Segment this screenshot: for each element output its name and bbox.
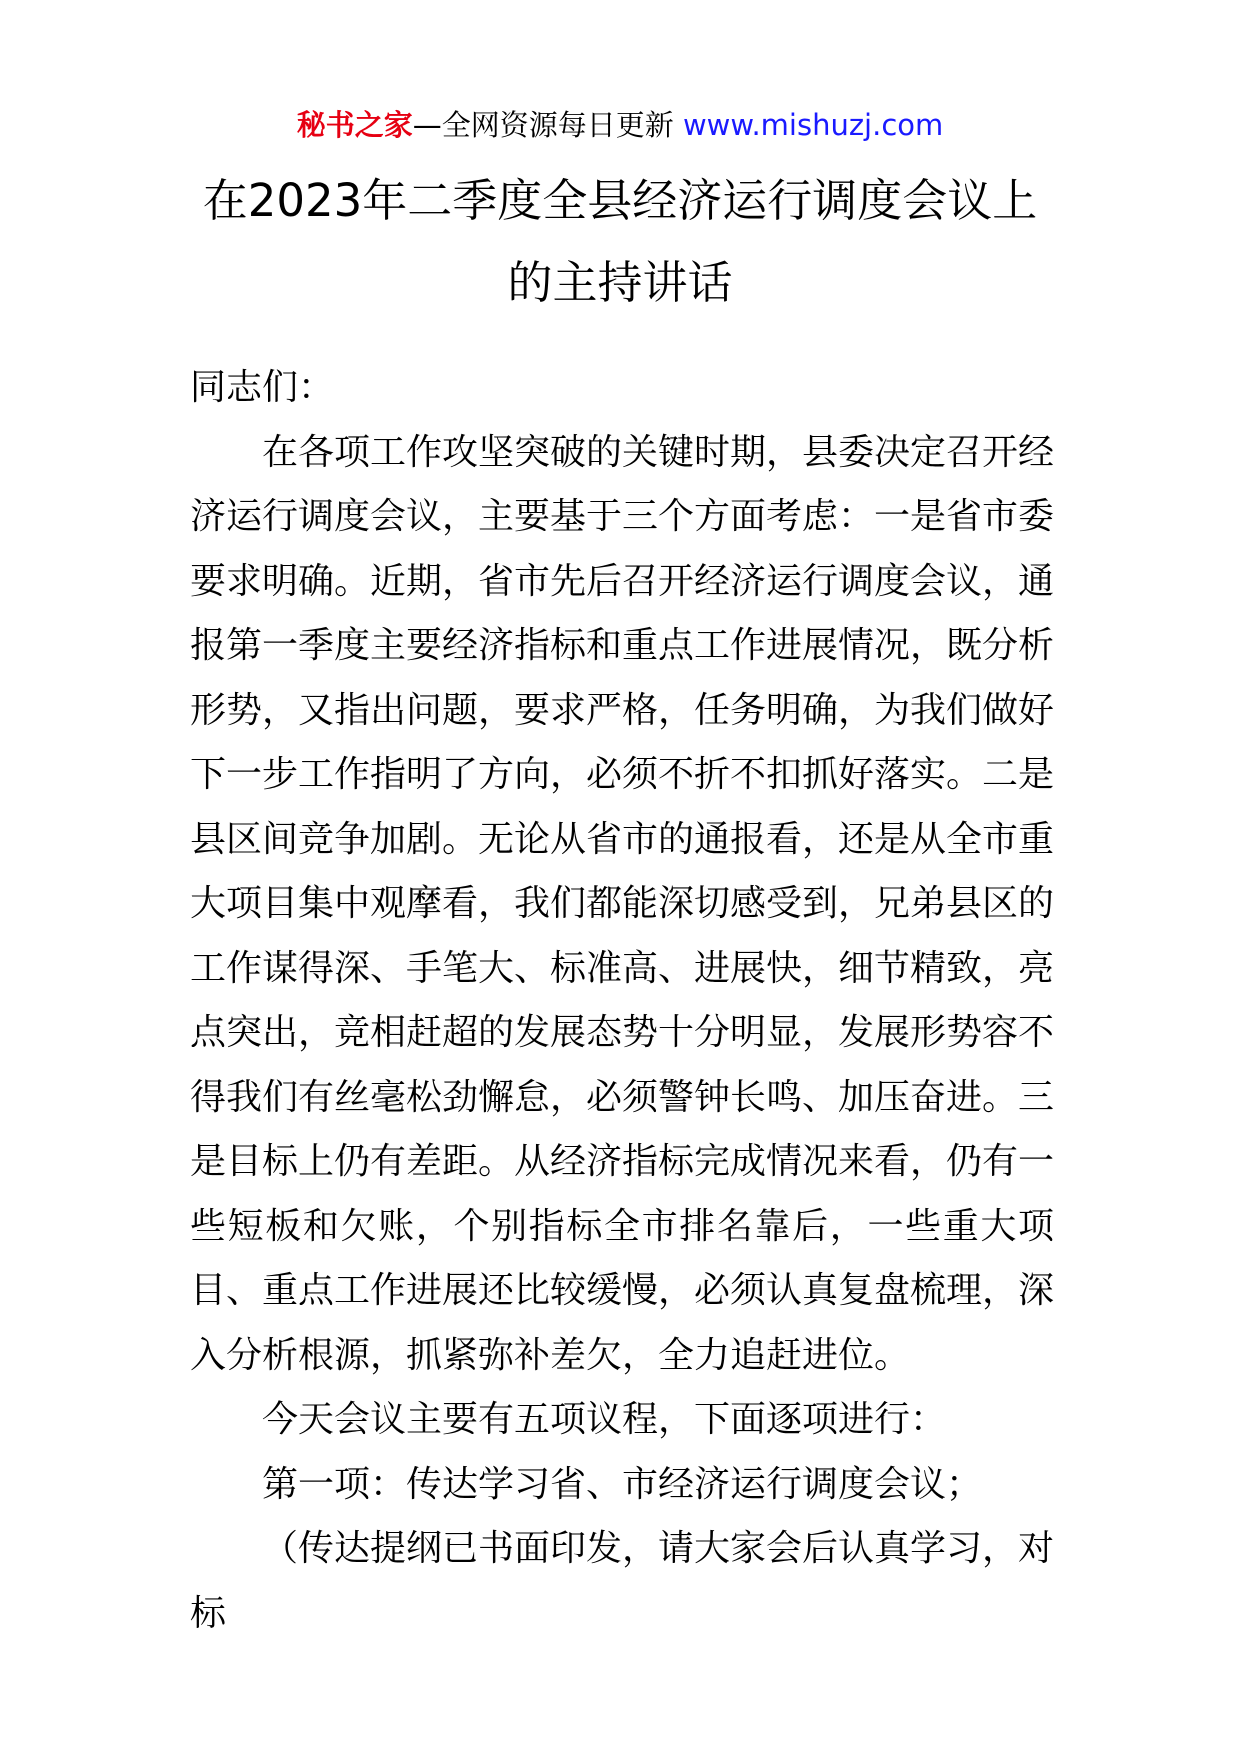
site-header [0,100,1240,150]
header-separator: — [412,108,442,142]
site-tagline: 全网资源每日更新 [441,108,674,142]
body-paragraph-4: （传达提纲已书面印发，请大家会后认真学习，对标 [190,1528,1055,1634]
document-title [150,160,1090,324]
title-line-1: 在2023年二季度全县经济运行调度会议上 [202,174,1038,227]
site-url-link[interactable]: www.mishuzj.com [682,108,944,142]
document-body [190,356,1054,1646]
body-paragraph-2: 今天会议主要有五项议程，下面逐项进行： [262,1399,947,1440]
body-paragraph-1: 在各项工作攻坚突破的关键时期，县委决定召开经济运行调度会议，主要基于三个方面考虑：一是省市委要求明确。近期，省市先后召开经济运行调度会议，通报第一季度主要经济指标和重点工作进展情况，既分析形势，又指出问题，要求严格，任务明确，为我们做好下一步工作指明了方向，必须不折不扣抓好落实。二是县区间竞争加剧。无论从省市的通报看，还是从全市重大项目集中观摩看，我们都能深切感受到，兄弟县区的工作谋得深、手笔大、标准高、进展快，细节精致，亮点突出，竞相赶超的发展态势十分明显，发展形势容不得我们有丝毫松劲懈怠，必须警钟长鸣、加压奋进。三是目标上仍有差距。从经济指标完成情况来看，仍有一些短板和欠账，个别指标全市排名靠后，一些重大项目、重点工作进展还比较缓慢，必须认真复盘梳理，深入分析根源，抓紧弥补差欠，全力追赶进位。 [190,431,1055,1376]
body-paragraph-3: 第一项：传达学习省、市经济运行调度会议； [262,1463,983,1505]
site-brand: 秘书之家 [296,108,413,142]
salutation: 同志们： [190,367,335,408]
title-line-2: 的主持讲话 [507,256,733,309]
